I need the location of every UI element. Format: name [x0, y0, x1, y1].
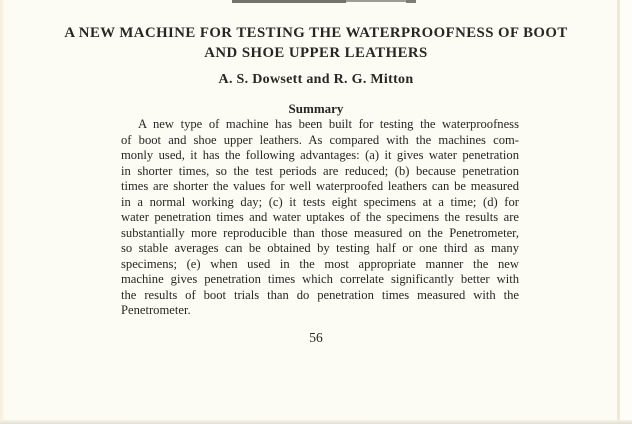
page-edge-right-margin: [620, 0, 632, 424]
summary-line: the results of boot trials than do penetration times measured with the: [121, 287, 519, 302]
page-number: 56: [309, 330, 323, 345]
summary-line: Penetrometer.: [121, 303, 191, 317]
scan-artifact-top-line-light: [346, 0, 406, 2]
paper-title-line-2: AND SHOE UPPER LEATHERS: [204, 45, 428, 61]
summary-line: specimens; (e) when used in the most appropriate manner the new: [121, 256, 519, 271]
summary-line: water penetration times and water uptakes of the specimens the results are: [121, 210, 519, 224]
page-edge-right-tint: [617, 0, 620, 424]
page-edge-left-tint: [0, 0, 4, 424]
summary-line: of boot and shoe upper leathers. As compared with the machines com-: [121, 132, 519, 147]
summary-line: times are shorter the values for well waterproofed leathers can be measured: [121, 179, 519, 193]
summary-line: in a normal working day; (c) it tests eight specimens at a time; (d) for: [121, 194, 519, 209]
summary-line: machine gives penetration times which correlate significantly better with: [121, 272, 519, 286]
summary-line: substantially more reproducible than those measured on the Penetrometer,: [121, 225, 519, 240]
summary-line: A new type of machine has been built for testing the waterproofness: [138, 117, 519, 131]
paper-title-line-1: A NEW MACHINE FOR TESTING THE WATERPROOFNESS OF BOOT: [64, 25, 568, 41]
summary-paragraph: [121, 117, 519, 319]
summary-heading: Summary: [288, 101, 344, 116]
summary-line: so stable averages can be obtained by testing half or one third as many: [121, 241, 519, 255]
paper-authors: A. S. Dowsett and R. G. Mitton: [218, 72, 414, 87]
summary-line: monly used, it has the following advantages: (a) it gives water penetration: [121, 148, 519, 162]
summary-line: in shorter times, so the test periods are reduced; (b) because penetration: [121, 163, 519, 178]
scan-artifact-top-line-tick: [406, 0, 416, 3]
scan-artifact-top-line-dark: [232, 0, 346, 3]
page-edge-bottom-shadow: [0, 420, 632, 424]
